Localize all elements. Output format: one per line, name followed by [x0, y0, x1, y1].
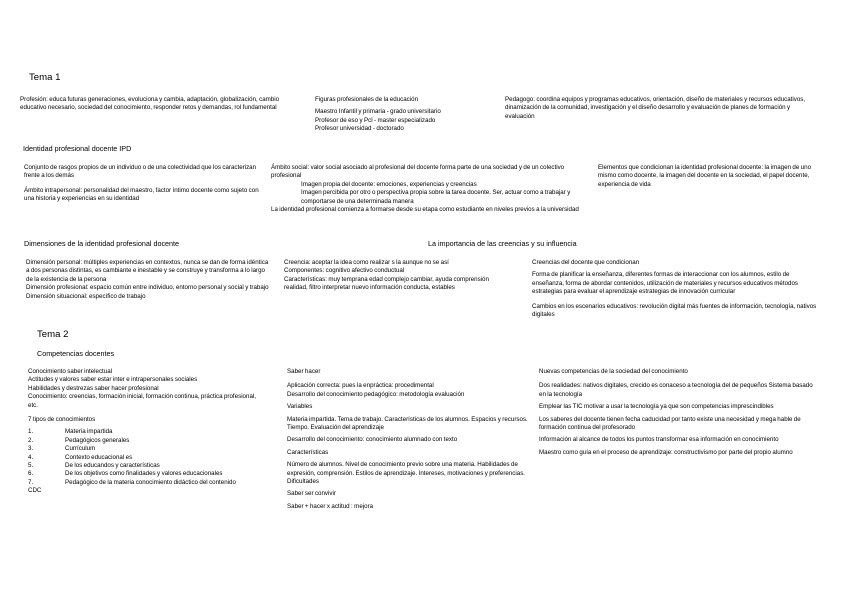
tema2-title: Tema 2 [37, 329, 69, 340]
saber-mas-text: Saber + hacer x actitud : mejora [287, 502, 374, 510]
conocimiento-line: Conocimiento: creencias, formación inicial, formación continua, práctica profesional, etc. [28, 393, 256, 409]
tipo-number: 7. [28, 478, 34, 486]
figuras-item: Maestro Infantil y primaria - grado universitario [315, 108, 441, 116]
identidad-middle-block [271, 164, 586, 214]
imagen-item: Imagen propia del docente: emociones, experiencias y creencias [301, 180, 477, 188]
pedagogo-text: Pedagogo: coordina equipos y programas educativos, orientación, diseño de materiales y recursos educativos, dinamización de la comunidad, investigación y el diseño desarrollo y evaluación de planes de formación y evaluación [505, 96, 806, 120]
competencia-item: Emplear las TIC motivar a usar la tecnología ya que son competencias imprescindibles [539, 403, 774, 411]
tipo-text: De los educandos y características [65, 462, 160, 470]
forma-text: Forma de planificar la enseñanza, diferentes formas de interaccionar con los alumnos, estilo de enseñanza, forma de abordar contenidos, utilización de materiales y recursos educativos métodos estrategias para evaluar el aprendizaje estrategias de innovación curricular [532, 271, 799, 296]
identidad-left-block [24, 164, 264, 204]
tipo-number: 6. [28, 470, 34, 478]
creencias-title: La importancia de las creencias y su influencia [428, 239, 577, 248]
condicionan-block [532, 259, 822, 319]
tipo-text: Pedagógico de la materia conocimiento didáctico del contenido [65, 478, 236, 486]
conocimiento-block [28, 368, 264, 496]
tipo-item [28, 479, 264, 487]
competencia-item: Los saberes del docente tienen fecha caducidad por tanto existe una necesidad y mega hable de formación continua del profesorado [539, 415, 801, 432]
tipo-text: Currículum [65, 445, 96, 453]
competencia-item: Dos realidades: nativos digitales, crecido es conaceso a tecnología del de pequeños Sistema basado en la tecnología [539, 382, 813, 398]
tipos-title: 7 tipos de conocimientos [28, 416, 96, 424]
saber-hacer-line: Desarrollo del conocimiento pedagógico: metodología evaluación [287, 390, 465, 398]
figuras-title: Figuras profesionales de la educación [315, 96, 419, 103]
conocimiento-line: Habilidades y destrezas saber hacer profesional [28, 384, 159, 392]
profesion-text: Profesión: educa futuras generaciones, evoluciona y cambia, adaptación, globalización, cambio educativo necesario, sociedad del conocimiento, responder retos y demandas, rol fundamental [20, 96, 280, 112]
conocimiento-heading: Conocimiento saber intelectual [28, 368, 113, 375]
figuras-block [315, 96, 495, 134]
competencias-title: Competencias docentes [37, 349, 115, 358]
variables-label: Variables [287, 403, 313, 411]
materia-text: Materia impartida. Tema de trabajo. Características de los alumnos. Espacios y recursos. Tiempo. Evaluación del aprendizaje [287, 415, 528, 432]
componentes-text: Componentes: cognitivo afectivo conductual [284, 267, 405, 275]
cambios-text: Cambios en los escenarios educativos: revolución digital más fuentes de información, tecnología, nativos digitales [532, 302, 817, 319]
imagen-item: Imagen percibida por otro o perspectiva propia sobre la tarea docente. Ser, actuar como a trabajar y comportarse de una determinada manera [301, 189, 571, 205]
tipo-item [28, 445, 264, 453]
formacion-text: La identidad profesional comienza a formarse desde su etapa como estudiante en niveles previos a la universidad [271, 206, 579, 214]
tipo-number: 1. [28, 428, 34, 436]
dimension-item: Dimensión situacional: específico de trabajo [26, 292, 146, 300]
tipo-number: 2. [28, 436, 34, 444]
saber-hacer-heading: Saber hacer [287, 368, 321, 375]
tipo-text: Materia impartida [65, 428, 113, 436]
tipo-item [28, 462, 264, 470]
tipo-number: 5. [28, 462, 34, 470]
nuevas-competencias-block [539, 368, 819, 457]
ambito-intrapersonal-text: Ámbito intrapersonal: personalidad del maestro, factor íntimo docente como sujeto con una historia y experiencias en su identidad [24, 186, 259, 203]
elementos-text: Elementos que condicionan la identidad profesional docente: la imagen de uno mismo como docente, la imagen del docente en la sociedad, el papel docente, experiencia de vida [598, 164, 812, 188]
tipo-text: Pedagógicos generales [65, 436, 130, 444]
conocimiento-line: Actitudes y valores saber estar inter e intrapersonales sociales [28, 376, 198, 384]
dimensiones-title: Dimensiones de la identidad profesional docente [24, 239, 180, 248]
identidad-title: Identidad profesional docente IPD [23, 144, 132, 153]
dimension-item: Dimensión profesional: espacio común entre individuo, entorno personal y social y trabajo [26, 284, 269, 292]
ambito-social-text: Ámbito social: valor social asociado al profesional del docente forma parte de una sociedad y de un colectivo profesional [271, 164, 565, 180]
saber-hacer-line: Aplicación correcta: pues la enpráctica: procedimental [287, 382, 434, 390]
cdc-label: CDC [28, 487, 42, 495]
tipo-item [28, 454, 264, 462]
tipo-text: Contexto educacional es [65, 453, 133, 461]
numero-text: Número de alumnos. Nivel de conocimiento previo sobre una materia. Habilidades de expresión, comprensión. Estilos de aprendizaje. Intereses, motivaciones y preferencias. Dificultades [287, 461, 526, 486]
saber-ser-text: Saber ser convivir [287, 490, 336, 498]
tipo-number: 3. [28, 445, 34, 453]
caracteristicas-text: Características: muy temprana edad complejo cambiar, ayuda comprensión realidad, filtro interpretar nuevo información conducta, estables [284, 275, 489, 292]
conjunto-text: Conjunto de rasgos propios de un individuo o de una colectividad que los caracterizan frente a los demás [24, 164, 257, 180]
creencia-text: Creencia: aceptar la idea como realizar s la aunque no se así [284, 259, 449, 266]
nuevas-competencias-heading: Nuevas competencias de la sociedad del conocimiento [539, 368, 688, 375]
tipo-text: De los objetivos como finalidades y valores educacionales [65, 470, 223, 478]
tipo-item [28, 470, 264, 478]
saber-hacer-block [287, 368, 533, 511]
figuras-item: Profesor universidad - doctorado [315, 125, 404, 133]
creencias-block [284, 259, 494, 293]
tipo-item [28, 437, 264, 445]
figuras-item: Profesor de eso y Pcl - master especializado [315, 116, 436, 124]
tipo-item [28, 428, 264, 436]
desarrollo-text: Desarrollo del conocimiento: conocimiento alumnado con texto [287, 436, 458, 444]
dimensiones-block [26, 259, 272, 301]
competencia-item: Maestro como guía en el proceso de aprendizaje: constructivismo por parte del propio alumno [539, 448, 793, 456]
competencia-item: Información al alcance de todos los puntos transformar esa información en conocimiento [539, 436, 779, 444]
tema1-title: Tema 1 [29, 72, 61, 83]
caracteristicas-label: Características [287, 448, 329, 456]
tipo-number: 4. [28, 453, 34, 461]
condicionan-title: Creencias del docente que condicionan [532, 259, 640, 266]
dimension-item: Dimensión personal: múltiples experiencias en contextos, nunca se dan de forma idéntica a dos personas distintas, es cambiante e inestable y se construye y transforma a lo largo de la existencia de la persona [26, 259, 269, 283]
